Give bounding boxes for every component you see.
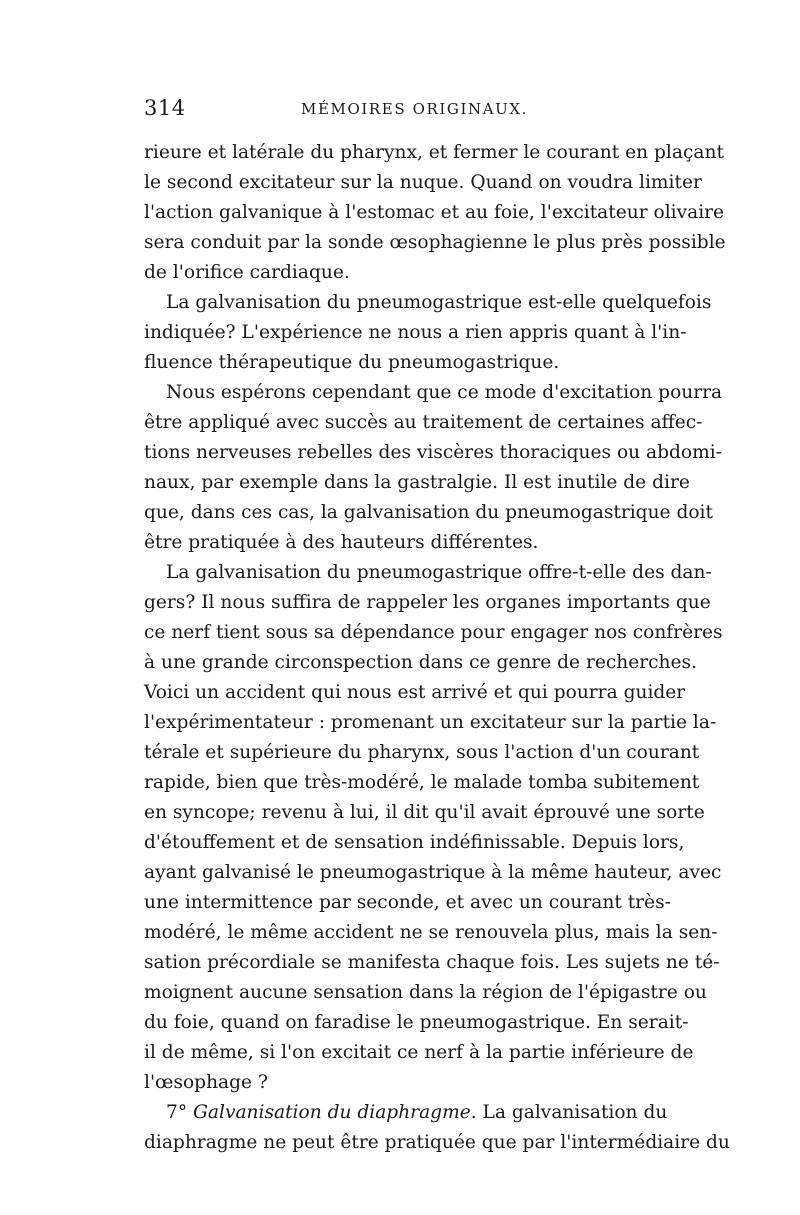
book-page: [144, 96, 730, 1153]
text-line: fluence thérapeutique du pneumogastrique.: [144, 352, 560, 373]
text-line: tions nerveuses rebelles des viscères thoraciques ou abdomi-: [144, 442, 722, 463]
text-line: d'étouffement et de sensation indéfinissable. Depuis lors,: [144, 832, 685, 853]
text-line: l'action galvanique à l'estomac et au foie, l'excitateur olivaire: [144, 202, 725, 223]
section-number: 7°: [166, 1102, 188, 1123]
text-line: La galvanisation du pneumogastrique est-elle quelquefois: [166, 292, 712, 313]
text-line: modéré, le même accident ne se renouvela plus, mais la sen-: [144, 922, 718, 943]
text-line: moignent aucune sensation dans la région de l'épigastre ou: [144, 982, 707, 1003]
text-line: sation précordiale se manifesta chaque fois. Les sujets ne té-: [144, 952, 720, 973]
text-line: rieure et latérale du pharynx, et fermer le courant en plaçant: [144, 142, 724, 163]
text-line: à une grande circonspection dans ce genre de recherches.: [144, 652, 697, 673]
text-line: que, dans ces cas, la galvanisation du pneumogastrique doit: [144, 502, 713, 523]
text-line: ayant galvanisé le pneumogastrique à la même hauteur, avec: [144, 862, 722, 883]
text-line: être appliqué avec succès au traitement de certaines affec-: [144, 412, 703, 433]
text-line: l'expérimentateur : promenant un excitateur sur la partie la-: [144, 712, 717, 733]
text-line: rapide, bien que très-modéré, le malade tomba subitement: [144, 772, 700, 793]
text-line: l'œsophage ?: [144, 1072, 268, 1093]
running-head: MÉMOIRES ORIGINAUX.: [301, 100, 529, 118]
text-line: gers? Il nous suffira de rappeler les organes importants que: [144, 592, 711, 613]
text-line: La galvanisation du pneumogastrique offre-t-elle des dan-: [166, 562, 712, 583]
text-line: Voici un accident qui nous est arrivé et qui pourra guider: [144, 682, 686, 703]
text-line: diaphragme ne peut être pratiquée que par l'intermédiaire du: [144, 1132, 730, 1153]
text-line: térale et supérieure du pharynx, sous l'action d'un courant: [144, 742, 700, 763]
page-header: [144, 96, 664, 130]
text-line: sera conduit par la sonde œsophagienne le plus près possible: [144, 232, 726, 253]
text-line: ce nerf tient sous sa dépendance pour engager nos confrères: [144, 622, 723, 643]
page-number: 314: [144, 96, 186, 120]
text-line: Nous espérons cependant que ce mode d'excitation pourra: [166, 382, 723, 403]
text-line: indiquée? L'expérience ne nous a rien appris quant à l'in-: [144, 322, 687, 343]
section-heading-line: [166, 1098, 668, 1128]
section-text: La galvanisation du: [482, 1102, 668, 1123]
text-line: de l'orifice cardiaque.: [144, 262, 350, 283]
text-line: en syncope; revenu à lui, il dit qu'il avait éprouvé une sorte: [144, 802, 705, 823]
text-line: une intermittence par seconde, et avec un courant très-: [144, 892, 671, 913]
text-line: le second excitateur sur la nuque. Quand on voudra limiter: [144, 172, 702, 193]
text-line: naux, par exemple dans la gastralgie. Il est inutile de dire: [144, 472, 690, 493]
text-line: être pratiquée à des hauteurs différentes.: [144, 532, 539, 553]
text-line: il de même, si l'on excitait ce nerf à la partie inférieure de: [144, 1042, 694, 1063]
text-line: du foie, quand on faradise le pneumogastrique. En serait-: [144, 1012, 689, 1033]
section-title: Galvanisation du diaphragme.: [193, 1102, 477, 1123]
